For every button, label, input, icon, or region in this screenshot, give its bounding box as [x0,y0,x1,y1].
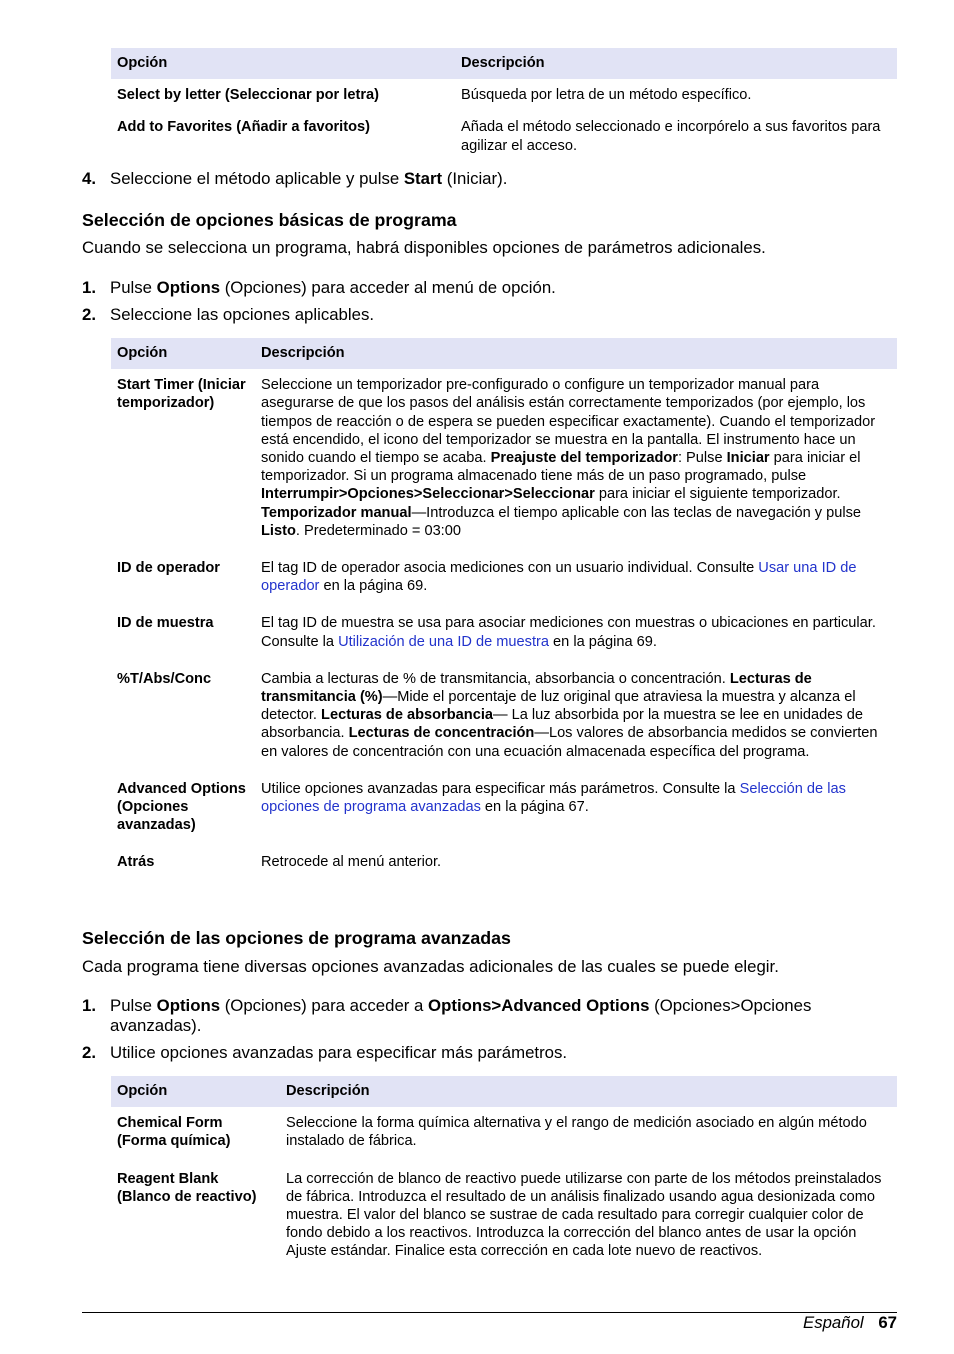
option-description: Seleccione la forma química alternativa y el rango de medición asociado en algún método instalado de fábrica. [286,1115,867,1150]
option-description: Añada el método seleccionado e incorpórelo a sus favoritos para agilizar el acceso. [461,119,881,154]
desc-text: El tag ID de operador asocia mediciones con un usuario individual. Consulte [261,560,759,577]
desc-bold: Temporizador manual [261,504,412,521]
table-row [111,369,897,553]
desc-text: —Introduzca el tiempo aplicable con las teclas de navegación y pulse [411,504,861,521]
desc-text: . Predeterminado = 03:00 [295,522,461,539]
cross-reference-link[interactable]: Utilización de una ID de muestra [338,633,549,650]
step-2 [82,1043,897,1063]
header-option: Opción [111,338,255,369]
step-text: Seleccione el método aplicable y pulse [110,169,404,188]
advanced-options-table [111,1076,897,1267]
cross-reference-link[interactable]: Usar una ID de operador [261,560,857,595]
methods-options-table [111,48,897,161]
desc-text: Utilice opciones avanzadas para especificar más parámetros. Consulte la [261,780,740,797]
desc-text: en la página 67. [480,799,589,816]
step-text: Seleccione las opciones aplicables. [110,305,375,324]
section-heading: Selección de las opciones de programa avanzadas [82,928,511,948]
option-name: Reagent Blank (Blanco de reactivo) [117,1170,257,1205]
option-description [255,664,897,774]
option-name: Advanced Options (Opciones avanzadas) [117,780,246,834]
step-body [110,996,897,1036]
footer-divider [82,1312,897,1313]
footer-language: Español [803,1313,864,1332]
option-name: ID de operador [117,560,220,577]
desc-text: El tag ID de muestra se usa para asociar mediciones con muestras o ubicaciones en particular. Consulte la [261,615,876,650]
step-1 [82,996,897,1036]
table-row [111,847,897,877]
table-row [111,79,897,110]
option-description: La corrección de blanco de reactivo puede utilizarse con parte de los métodos preinstalados de fábrica. Introduzca el resultado de un análisis finalizado usando agua desionizada como muestra. El valor del blanco se sustrae de cada resultado para corregir cualquier color de fondo debido a los reactivos. Introduzca la corrección del blanco antes de usar la opción Ajuste estándar. Finalice esta corrección en cada lote nuevo de reactivos. [286,1170,882,1260]
page-footer [803,1313,897,1333]
desc-bold: Lecturas de absorbancia [321,707,493,724]
step-bold: Options [156,278,221,297]
table-header-row [111,338,897,369]
option-description [255,608,897,663]
option-description [255,369,897,553]
table-header-row [111,48,897,79]
step-1 [82,278,897,298]
section-intro: Cada programa tiene diversas opciones avanzadas adicionales de las cuales se puede elegir. [82,957,779,976]
page-number: 67 [878,1313,897,1332]
basic-options-table [111,338,897,878]
desc-text: — La luz absorbida por la muestra se lee en unidades de absorbancia. [261,707,863,742]
step-text: Pulse [110,278,157,297]
step-text: (Iniciar). [442,169,508,188]
step-text: Utilice opciones avanzadas para especificar más parámetros. [110,1043,568,1062]
table-row [111,664,897,774]
option-name: Add to Favorites (Añadir a favoritos) [117,119,370,136]
desc-text: : Pulse [677,450,727,467]
desc-text: en la página 69. [548,633,657,650]
table-row [111,553,897,608]
table-row [111,1164,897,1267]
desc-bold: Preajuste del temporizador [490,450,678,467]
header-description: Descripción [255,338,897,369]
table-row [111,608,897,663]
step-text: (Opciones>Opciones avanzadas). [110,996,812,1035]
table-row [111,1107,897,1163]
desc-text: —Los valores de absorbancia medidos se convierten en valores de concentración con una ecuación almacenada específica del programa. [261,725,878,760]
desc-bold: Lecturas de transmitancia (%) [261,670,812,706]
desc-text: para iniciar el siguiente temporizador. [594,486,841,503]
step-number: 2. [82,305,96,324]
option-description [255,774,897,848]
step-text: Pulse [110,996,157,1015]
step-bold: Start [403,169,443,188]
option-name: Start Timer (Iniciar temporizador) [117,377,246,412]
step-bold: Options [156,996,221,1015]
desc-text: para iniciar el temporizador. Si un programa almacenado tiene más de un paso programado, pulse [261,450,861,485]
option-name: %T/Abs/Conc [117,670,212,687]
step-text: (Opciones) para acceder a [220,996,429,1015]
option-name: Atrás [117,854,155,871]
desc-bold: Lecturas de concentración [348,725,535,742]
desc-text: —Mide el porcentaje de luz original que atraviesa la muestra y alcanza el detector. [261,689,856,724]
desc-bold: Listo [261,522,296,539]
desc-bold: Iniciar [726,450,770,467]
desc-text: Cambia a lecturas de % de transmitancia, absorbancia o concentración. [261,670,730,687]
step-number: 1. [82,996,96,1015]
step-text: (Opciones) para acceder al menú de opción. [220,278,556,297]
table-row [111,774,897,848]
table-row [111,110,897,160]
section-intro: Cuando se selecciona un programa, habrá disponibles opciones de parámetros adicionales. [82,238,766,257]
header-option: Opción [111,48,455,79]
option-description [255,553,897,608]
table-header-row [111,1076,897,1107]
step-number: 4. [82,169,96,188]
header-option: Opción [111,1076,280,1107]
step-number: 1. [82,278,96,297]
header-description: Descripción [455,48,897,79]
step-4 [82,169,897,189]
desc-text: en la página 69. [319,578,428,595]
step-bold: Options>Advanced Options [428,996,650,1015]
option-name: Chemical Form (Forma química) [117,1115,231,1150]
step-number: 2. [82,1043,96,1062]
cross-reference-link[interactable]: Selección de las opciones de programa avanzadas [261,780,846,816]
option-description: Retrocede al menú anterior. [261,854,442,871]
option-description: Búsqueda por letra de un método específico. [461,87,752,104]
header-description: Descripción [280,1076,897,1107]
section-heading: Selección de opciones básicas de programa [82,210,457,230]
step-2 [82,305,897,325]
option-name: ID de muestra [117,615,214,632]
desc-bold: Interrumpir>Opciones>Seleccionar>Seleccionar [261,486,595,503]
option-name: Select by letter (Seleccionar por letra) [117,87,379,104]
desc-text: Seleccione un temporizador pre-configurado o configure un temporizador manual para asegurarse de que los pasos del análisis están correctamente temporizados (por ejemplo, los tiempos de reacción o de espera se pueden especificar exactamente). Cuando el temporizador está encendido, el icono del temporizador se muestra en la pantalla. El instrumento hace un sonido cuando el tiempo se acaba. [261,377,876,467]
